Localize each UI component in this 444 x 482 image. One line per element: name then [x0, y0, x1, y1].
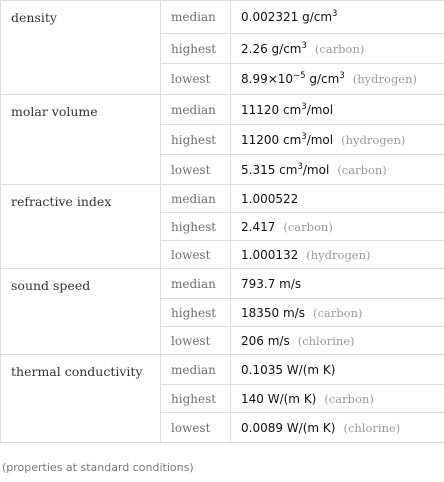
property-molar-volume: molar volume	[1, 95, 161, 185]
value-cell: 2.417 (carbon)	[231, 213, 444, 241]
source-note: (carbon)	[312, 305, 363, 320]
stat-label-lowest: lowest	[161, 413, 231, 443]
stat-label-median: median	[161, 1, 231, 34]
value-cell: 0.0089 W/(m K) (chlorine)	[231, 413, 444, 443]
stat-label-highest: highest	[161, 125, 231, 155]
stat-label-lowest: lowest	[161, 64, 231, 95]
table-row	[1, 95, 444, 125]
source-note: (carbon)	[283, 219, 333, 234]
value-cell: 206 m/s (chlorine)	[231, 327, 444, 355]
value-cell: 140 W/(m K) (carbon)	[231, 385, 444, 413]
stat-label-highest: highest	[161, 299, 231, 327]
stat-label-median: median	[161, 355, 231, 385]
footnote: (properties at standard conditions)	[2, 461, 194, 474]
value-cell: 0.1035 W/(m K)	[231, 355, 444, 385]
value-cell: $8.99\times 10^{-5}$ $g/cm^3$ (hydrogen)	[231, 64, 444, 95]
source-note: (carbon)	[324, 391, 374, 406]
property-sound-speed: sound speed	[1, 269, 161, 355]
value-cell: 793.7 m/s	[231, 269, 444, 299]
stat-label-highest: highest	[161, 213, 231, 241]
stat-label-median: median	[161, 185, 231, 213]
source-note: (carbon)	[314, 41, 365, 56]
property-refractive-index: refractive index	[1, 185, 161, 269]
stat-label-lowest: lowest	[161, 241, 231, 269]
source-note: (hydrogen)	[352, 72, 417, 86]
source-note: (chlorine)	[297, 333, 355, 348]
value-cell: 18350 m/s (carbon)	[231, 299, 444, 327]
table-row	[1, 355, 444, 385]
value-cell: 5.315 $cm^3$/mol (carbon)	[231, 155, 444, 185]
stat-label-highest: highest	[161, 385, 231, 413]
value-cell: 1.000522	[231, 185, 444, 213]
source-note: (hydrogen)	[306, 247, 371, 262]
value-cell: 0.002321 $g/cm^3$	[231, 1, 444, 34]
stat-label-lowest: lowest	[161, 327, 231, 355]
value-cell: 11120 $cm^3$/mol	[231, 95, 444, 125]
stat-label-lowest: lowest	[161, 155, 231, 185]
stat-label-median: median	[161, 95, 231, 125]
property-thermal-conductivity: thermal conductivity	[1, 355, 161, 443]
source-note: (carbon)	[337, 162, 387, 177]
source-note: (hydrogen)	[341, 132, 406, 147]
stat-label-highest: highest	[161, 34, 231, 64]
value-cell: 2.26 $g/cm^3$ (carbon)	[231, 34, 444, 64]
value-cell: 11200 $cm^3$/mol (hydrogen)	[231, 125, 444, 155]
stat-label-median: median	[161, 269, 231, 299]
table-row	[1, 185, 444, 213]
table-row	[1, 269, 444, 299]
value-cell: 1.000132 (hydrogen)	[231, 241, 444, 269]
property-density: density	[1, 1, 161, 95]
table-row	[1, 1, 444, 34]
source-note: (chlorine)	[343, 420, 401, 435]
